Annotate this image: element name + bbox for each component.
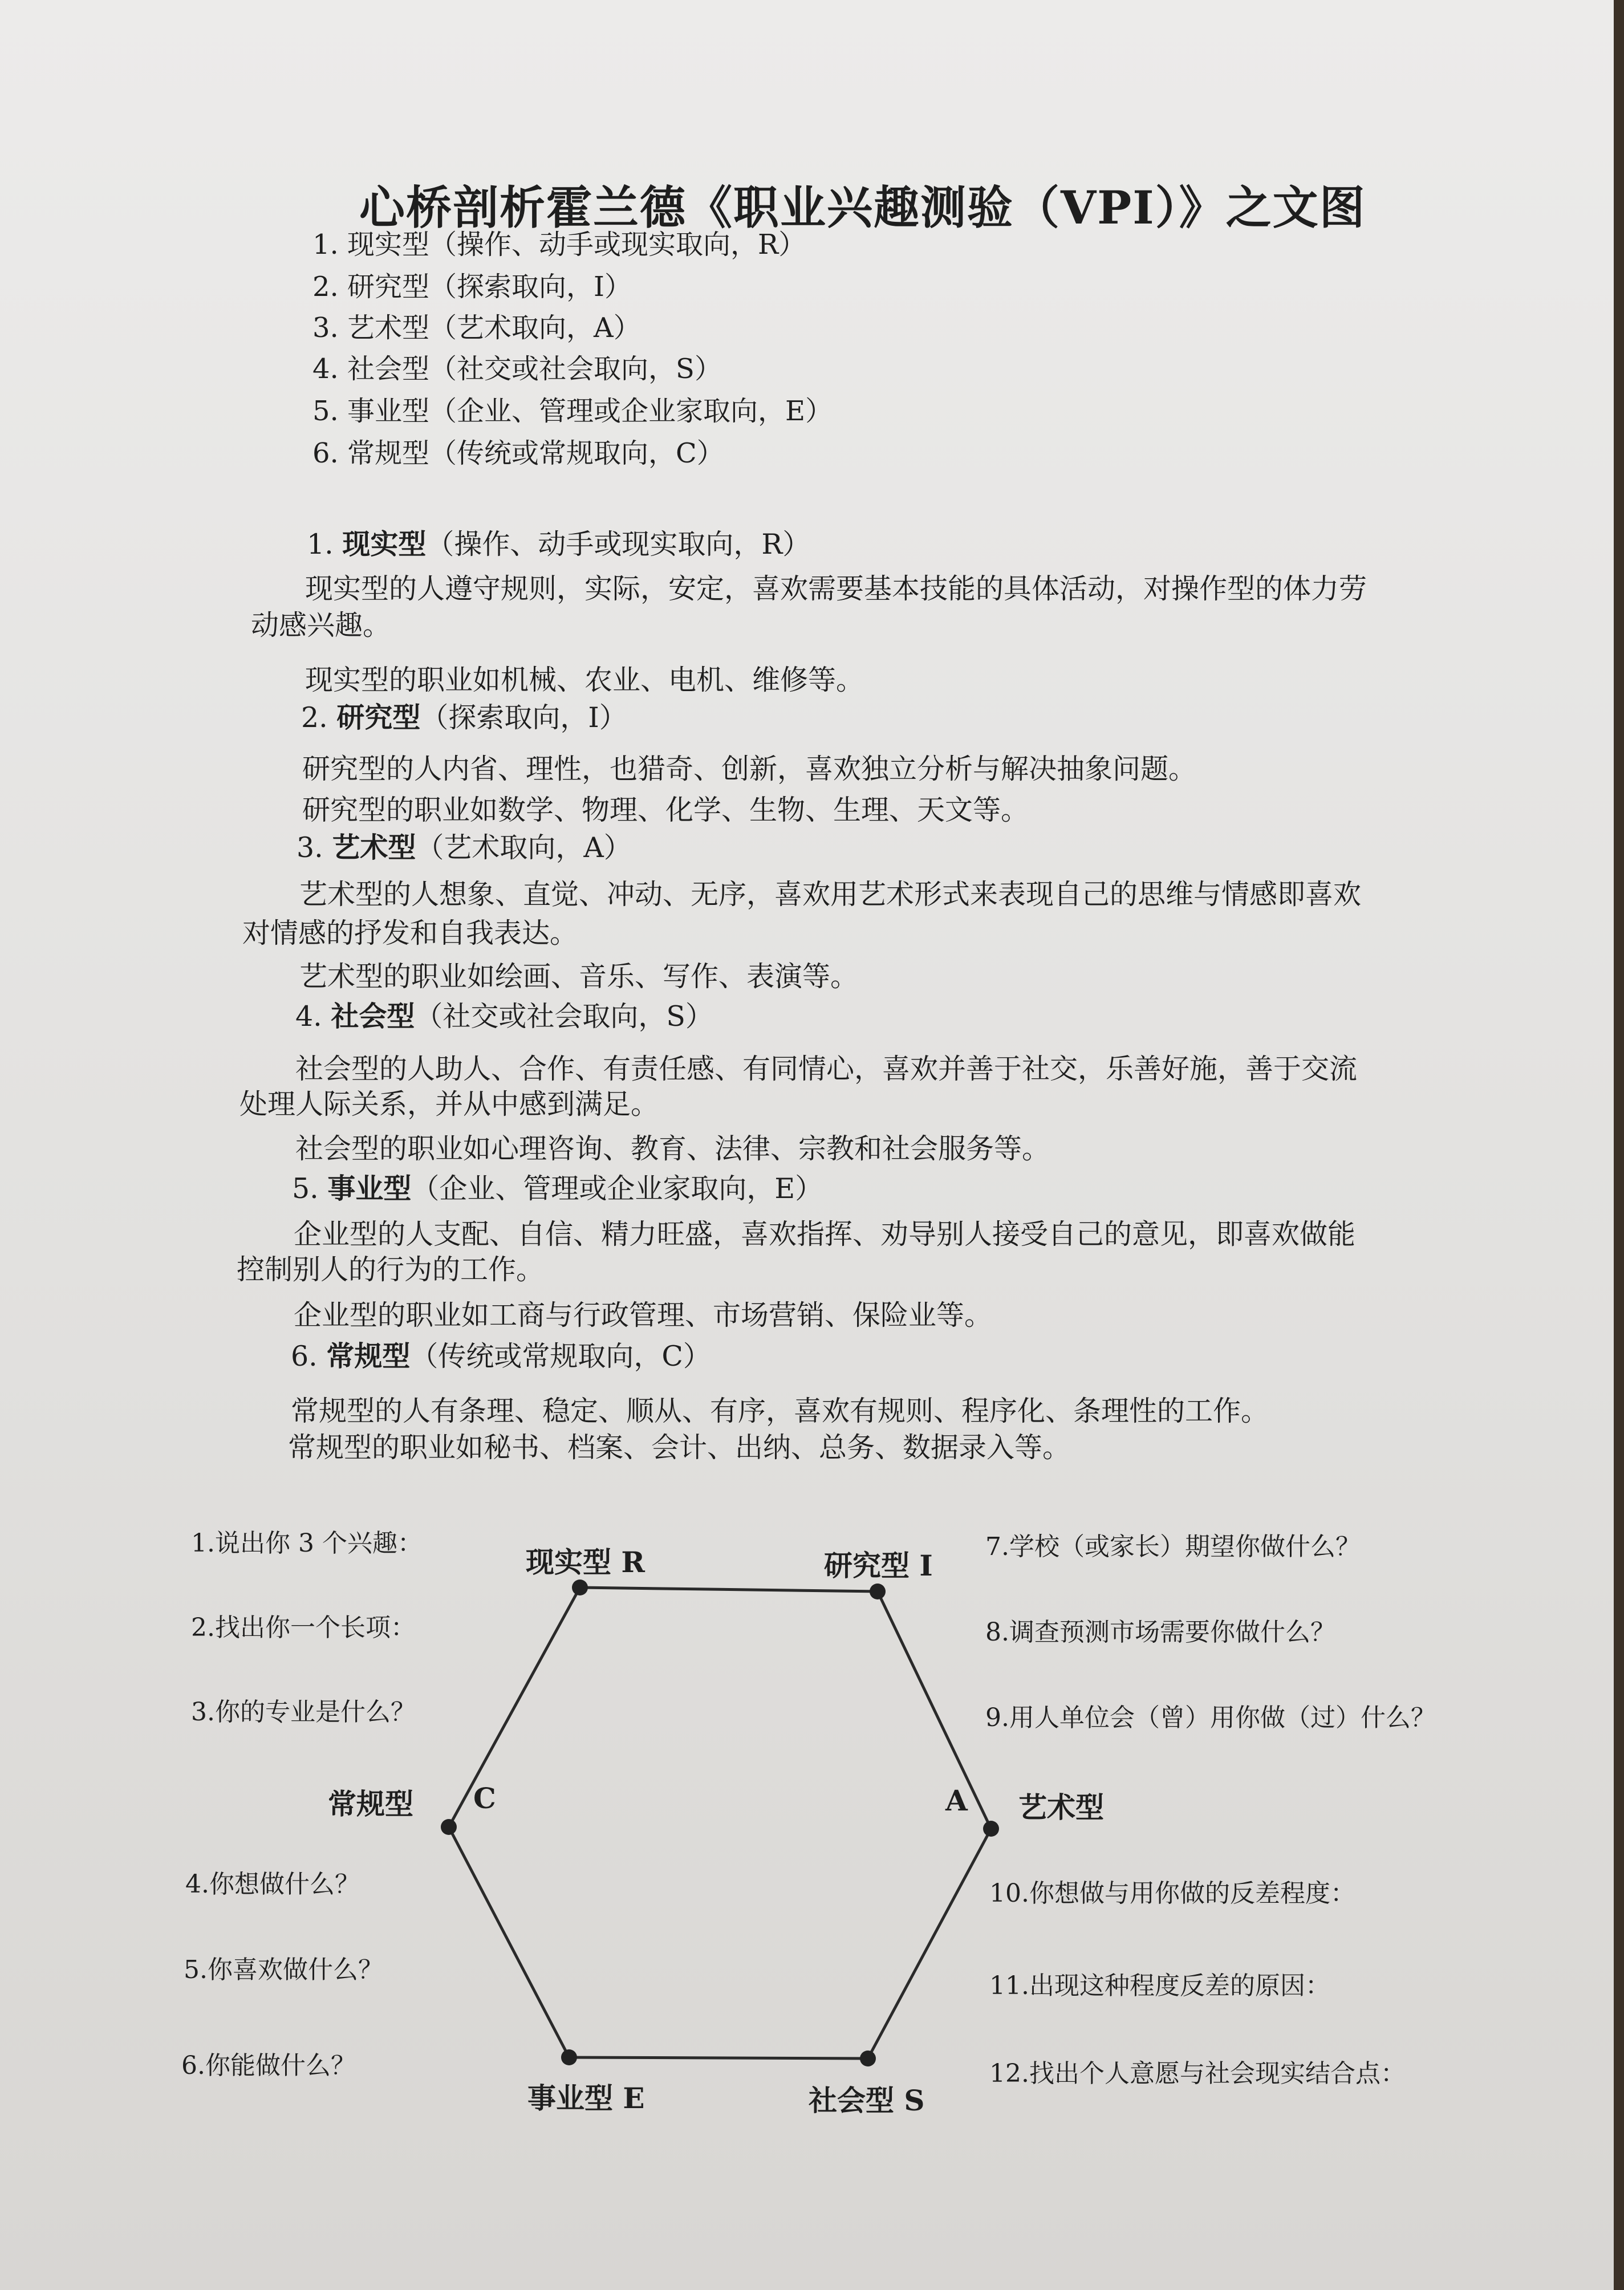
hexagon-label-c: 常规型 xyxy=(328,1787,413,1821)
vertex-s xyxy=(860,2051,876,2066)
section-desc: 对情感的抒发和自我表达。 xyxy=(242,917,578,949)
summary-item: 1. 现实型（操作、动手或现实取向，R） xyxy=(312,229,806,261)
section-heading-artistic: 3. 艺术型（艺术取向，A） xyxy=(297,831,632,864)
hexagon-label-s: 社会型 S xyxy=(809,2084,925,2117)
section-desc: 常规型的人有条理、稳定、顺从、有序，喜欢有规则、程序化、条理性的工作。 xyxy=(291,1395,1269,1427)
summary-item: 2. 研究型（探索取向，I） xyxy=(312,271,632,303)
section-desc: 控制别人的行为的工作。 xyxy=(237,1253,545,1286)
section-desc: 处理人际关系，并从中感到满足。 xyxy=(239,1088,659,1120)
section-jobs: 研究型的职业如数学、物理、化学、生物、生理、天文等。 xyxy=(302,794,1029,826)
question-left: 6.你能做什么？ xyxy=(181,2051,356,2080)
summary-item: 5. 事业型（企业、管理或企业家取向，E） xyxy=(312,395,833,427)
section-desc: 动感兴趣。 xyxy=(251,609,391,641)
section-jobs: 社会型的职业如心理咨询、教育、法律、宗教和社会服务等。 xyxy=(295,1132,1050,1165)
hexagon-label-a: 艺术型 xyxy=(1018,1790,1104,1824)
section-jobs: 常规型的职业如秘书、档案、会计、出纳、总务、数据录入等。 xyxy=(288,1431,1071,1464)
vertex-e xyxy=(561,2049,577,2065)
question-right: 7.学校（或家长）期望你做什么？ xyxy=(985,1532,1361,1561)
question-right: 10.你想做与用你做的反差程度： xyxy=(989,1879,1355,1908)
question-left: 1.说出你 3 个兴趣： xyxy=(191,1529,423,1558)
section-desc: 社会型的人助人、合作、有责任感、有同情心，喜欢并善于社交，乐善好施，善于交流 xyxy=(295,1053,1358,1085)
question-left: 4.你想做什么？ xyxy=(185,1870,360,1899)
section-jobs: 艺术型的职业如绘画、音乐、写作、表演等。 xyxy=(299,960,859,993)
section-desc: 现实型的人遵守规则，实际，安定，喜欢需要基本技能的具体活动，对操作型的体力劳 xyxy=(305,572,1367,605)
section-jobs: 现实型的职业如机械、农业、电机、维修等。 xyxy=(305,664,864,696)
hexagon-letter-c: C xyxy=(473,1781,496,1815)
summary-item: 4. 社会型（社交或社会取向，S） xyxy=(312,353,722,385)
section-desc: 企业型的人支配、自信、精力旺盛，喜欢指挥、劝导别人接受自己的意见，即喜欢做能 xyxy=(294,1218,1356,1250)
page-title: 心桥剖析霍兰德《职业兴趣测验（VPI）》之文图 xyxy=(359,181,1366,234)
vertex-a xyxy=(983,1821,999,1837)
hexagon-label-i: 研究型 I xyxy=(824,1549,933,1582)
question-left: 2.找出你一个长项： xyxy=(191,1613,416,1642)
question-left: 3.你的专业是什么？ xyxy=(191,1698,416,1727)
vertex-c xyxy=(441,1819,457,1835)
question-left: 5.你喜欢做什么？ xyxy=(184,1955,383,1984)
section-desc: 研究型的人内省、理性，也猎奇、创新，喜欢独立分析与解决抽象问题。 xyxy=(302,753,1197,785)
section-heading-realistic: 1. 现实型（操作、动手或现实取向，R） xyxy=(307,527,811,561)
hexagon-letter-a: A xyxy=(945,1784,968,1817)
section-heading-social: 4. 社会型（社交或社会取向，S） xyxy=(295,1000,713,1033)
question-right: 11.出现这种程度反差的原因： xyxy=(989,1971,1330,2000)
section-jobs: 企业型的职业如工商与行政管理、市场营销、保险业等。 xyxy=(294,1299,993,1331)
summary-item: 3. 艺术型（艺术取向，A） xyxy=(312,312,641,344)
question-right: 8.调查预测市场需要你做什么？ xyxy=(985,1618,1335,1647)
vertex-i xyxy=(870,1583,886,1599)
section-heading-investigative: 2. 研究型（探索取向，I） xyxy=(301,701,627,734)
summary-item: 6. 常规型（传统或常规取向，C） xyxy=(312,437,724,469)
hexagon-label-r: 现实型 R xyxy=(526,1545,645,1579)
question-right: 9.用人单位会（曾）用你做（过）什么？ xyxy=(985,1703,1436,1732)
section-heading-conventional: 6. 常规型（传统或常规取向，C） xyxy=(291,1339,711,1373)
question-right: 12.找出个人意愿与社会现实结合点： xyxy=(989,2059,1406,2088)
vertex-r xyxy=(572,1580,588,1595)
section-heading-enterprising: 5. 事业型（企业、管理或企业家取向，E） xyxy=(292,1172,823,1205)
hexagon-label-e: 事业型 E xyxy=(527,2081,645,2115)
section-desc: 艺术型的人想象、直觉、冲动、无序，喜欢用艺术形式来表现自己的思维与情感即喜欢 xyxy=(299,878,1362,911)
